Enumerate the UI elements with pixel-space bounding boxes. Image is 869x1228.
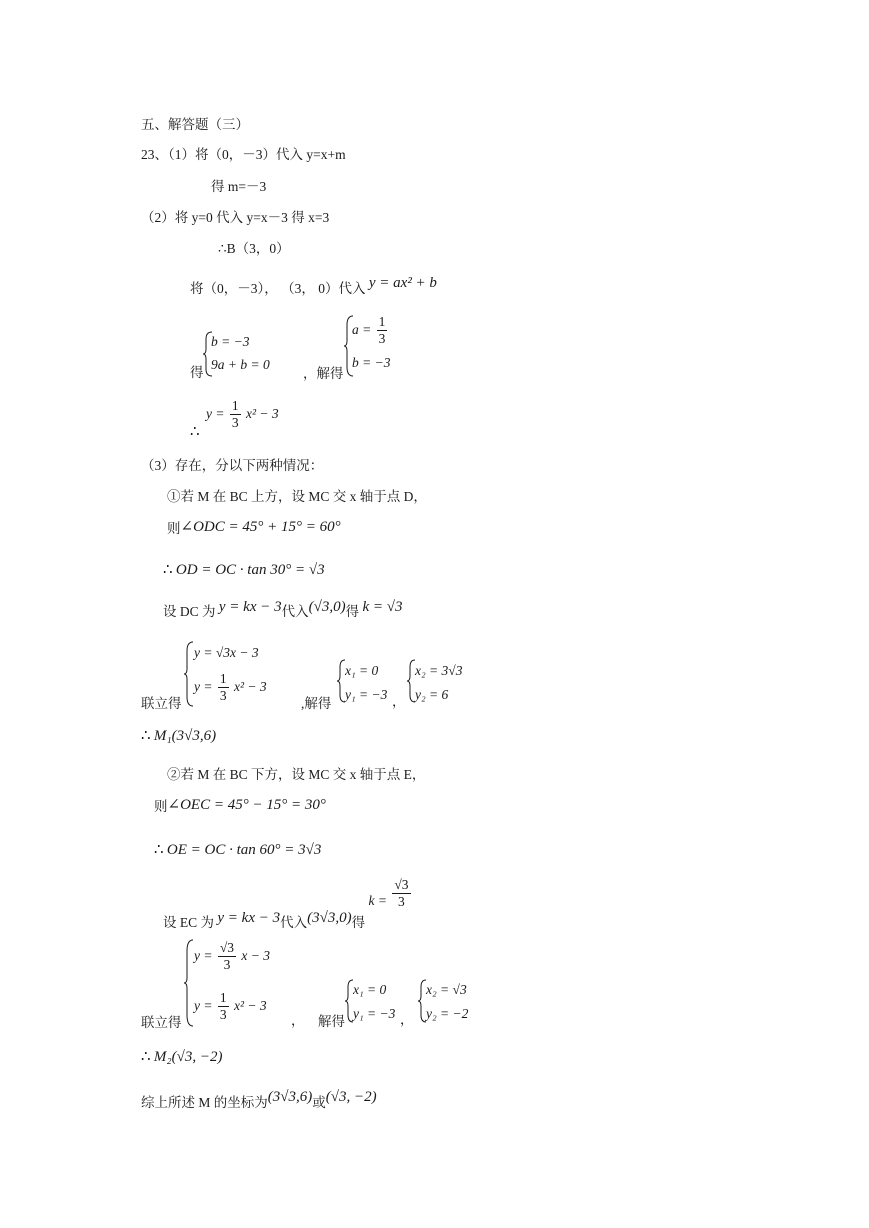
system2-row1 <box>352 315 389 346</box>
fraction <box>218 941 236 972</box>
de-label: 得 <box>351 914 366 930</box>
jiede-label: ，解得 <box>303 366 344 381</box>
system1-row2: 9a + b = 0 <box>211 357 270 372</box>
case2-M2 <box>141 1050 222 1065</box>
lianli-label: 联立得 <box>141 696 182 711</box>
summary-line <box>141 1089 377 1110</box>
case1-sys-row2 <box>194 672 267 703</box>
substitute-label: 将（0，－3）， （3， 0）代入 <box>190 281 366 296</box>
angle-equation: ∠ODC = 45° + 15° = 60° <box>180 519 341 535</box>
de-label: 得 <box>190 365 204 380</box>
q23-part1-line1: 23、（1）将（0，－3）代入 y=x+m <box>141 147 346 162</box>
row-rhs: x² − 3 <box>233 997 267 1013</box>
brace-icon <box>184 939 194 1027</box>
row-lhs: y = <box>194 997 213 1013</box>
daijin-label: 代入 <box>280 914 308 930</box>
case1-dc-line <box>163 599 403 620</box>
frac-num: 1 <box>377 315 388 331</box>
therefore-symbol: ∴ <box>163 562 173 578</box>
case1-sol1-x: x₁ = 0 <box>345 663 379 678</box>
case1-angle <box>167 519 341 537</box>
case2-sol1-y: y₁ = −3 <box>353 1006 396 1021</box>
case2-description: ②若 M 在 BC 下方，设 MC 交 x 轴于点 E， <box>167 767 426 782</box>
comma: ， <box>291 1013 305 1028</box>
parabola-equation: y = ax² + b <box>368 275 437 291</box>
frac-den: 3 <box>378 331 386 347</box>
row-rhs: x² − 3 <box>233 678 267 694</box>
row-lhs: y = <box>194 678 213 694</box>
de-label: 得 <box>345 604 360 619</box>
ec-point: (3√3,0) <box>307 909 352 926</box>
set-ec-label: 设 EC 为 <box>163 914 215 930</box>
case2-sol2-x: x₂ = √3 <box>426 982 467 997</box>
case1-description: ①若 M 在 BC 上方，设 MC 交 x 轴于点 D， <box>167 489 427 504</box>
frac-den: 3 <box>231 415 239 431</box>
case1-M1 <box>141 729 216 744</box>
frac-num: 1 <box>218 672 229 688</box>
m1-point: M₁(3√3,6) <box>153 728 217 744</box>
case1-sol1-y: y₁ = −3 <box>345 687 388 702</box>
substitute-text <box>190 275 437 297</box>
k-lhs: k = <box>368 892 387 908</box>
point-B: ∴B（3，0） <box>218 241 290 256</box>
fraction <box>377 315 388 346</box>
or-label: 或 <box>312 1095 326 1110</box>
od-equation: OD = OC · tan 30° = √3 <box>175 562 325 578</box>
brace-icon <box>184 641 194 707</box>
case1-sys-row1: y = √3x − 3 <box>194 645 259 660</box>
case2-angle <box>154 797 326 815</box>
therefore-symbol: ∴ <box>154 842 164 858</box>
ze-label: 则 <box>167 521 181 536</box>
case1-jiede: ,解得 <box>301 696 332 711</box>
frac-den: 3 <box>398 894 405 910</box>
summary-point1: (3√3,6) <box>267 1089 313 1105</box>
frac-num: 1 <box>230 399 241 415</box>
frac-den: 3 <box>219 1007 227 1023</box>
comma: ， <box>400 1012 414 1027</box>
angle-equation: ∠OEC = 45° − 15° = 30° <box>167 797 326 813</box>
fraction <box>218 991 229 1022</box>
therefore-symbol: ∴ <box>141 1049 151 1065</box>
comma: ， <box>392 694 406 709</box>
case2-ec-line <box>163 877 413 930</box>
ze-label: 则 <box>154 799 168 814</box>
case2-sol2-y: y₂ = −2 <box>426 1006 469 1021</box>
fraction <box>392 878 410 909</box>
result-lhs: y = <box>206 405 225 421</box>
frac-num: √3 <box>392 878 410 894</box>
case2-sol1-x: x₁ = 0 <box>353 982 387 997</box>
case1-od <box>163 563 325 578</box>
case2-sys-row1 <box>194 941 270 972</box>
frac-num: 1 <box>218 991 229 1007</box>
frac-den: 3 <box>223 957 231 973</box>
q23-part1-line2: 得 m=－3 <box>211 179 267 194</box>
case2-sys-row2 <box>194 991 267 1022</box>
therefore-symbol: ∴ <box>141 728 151 744</box>
case1-sol2-y: y₂ = 6 <box>415 687 449 702</box>
ec-equation: y = kx − 3 <box>217 909 281 926</box>
part3-intro: （3）存在，分以下两种情况： <box>141 458 324 473</box>
fraction <box>218 672 229 703</box>
frac-den: 3 <box>219 688 227 704</box>
therefore-symbol: ∴ <box>190 424 200 440</box>
row-rhs: x − 3 <box>241 947 271 963</box>
q23-part2-line1: （2）将 y=0 代入 y=x－3 得 x=3 <box>141 210 330 225</box>
dc-equation: y = kx − 3 <box>218 599 282 615</box>
set-dc-label: 设 DC 为 <box>163 604 216 619</box>
daijin-label: 代入 <box>281 604 309 619</box>
case2-jiede: 解得 <box>318 1014 345 1029</box>
lianli-label: 联立得 <box>141 1015 182 1030</box>
dc-point: (√3,0) <box>308 599 346 615</box>
a-lhs: a = <box>352 321 372 337</box>
case2-oe <box>154 843 321 858</box>
oe-equation: OE = OC · tan 60° = 3√3 <box>166 842 322 858</box>
m2-point: M₂(√3, −2) <box>153 1049 223 1065</box>
row-lhs: y = <box>194 947 213 963</box>
summary-point2: (√3, −2) <box>325 1089 377 1105</box>
section-heading: 五、解答题（三） <box>141 117 249 132</box>
fraction <box>230 399 241 430</box>
result-rhs: x² − 3 <box>245 405 279 421</box>
parabola-result <box>206 399 279 430</box>
summary-label: 综上所述 M 的坐标为 <box>141 1095 268 1110</box>
system1-row1: b = −3 <box>211 334 250 349</box>
frac-num: √3 <box>218 941 236 957</box>
k-value: k = √3 <box>362 599 403 615</box>
system2-row2: b = −3 <box>352 355 391 370</box>
case1-sol2-x: x₂ = 3√3 <box>415 663 463 678</box>
